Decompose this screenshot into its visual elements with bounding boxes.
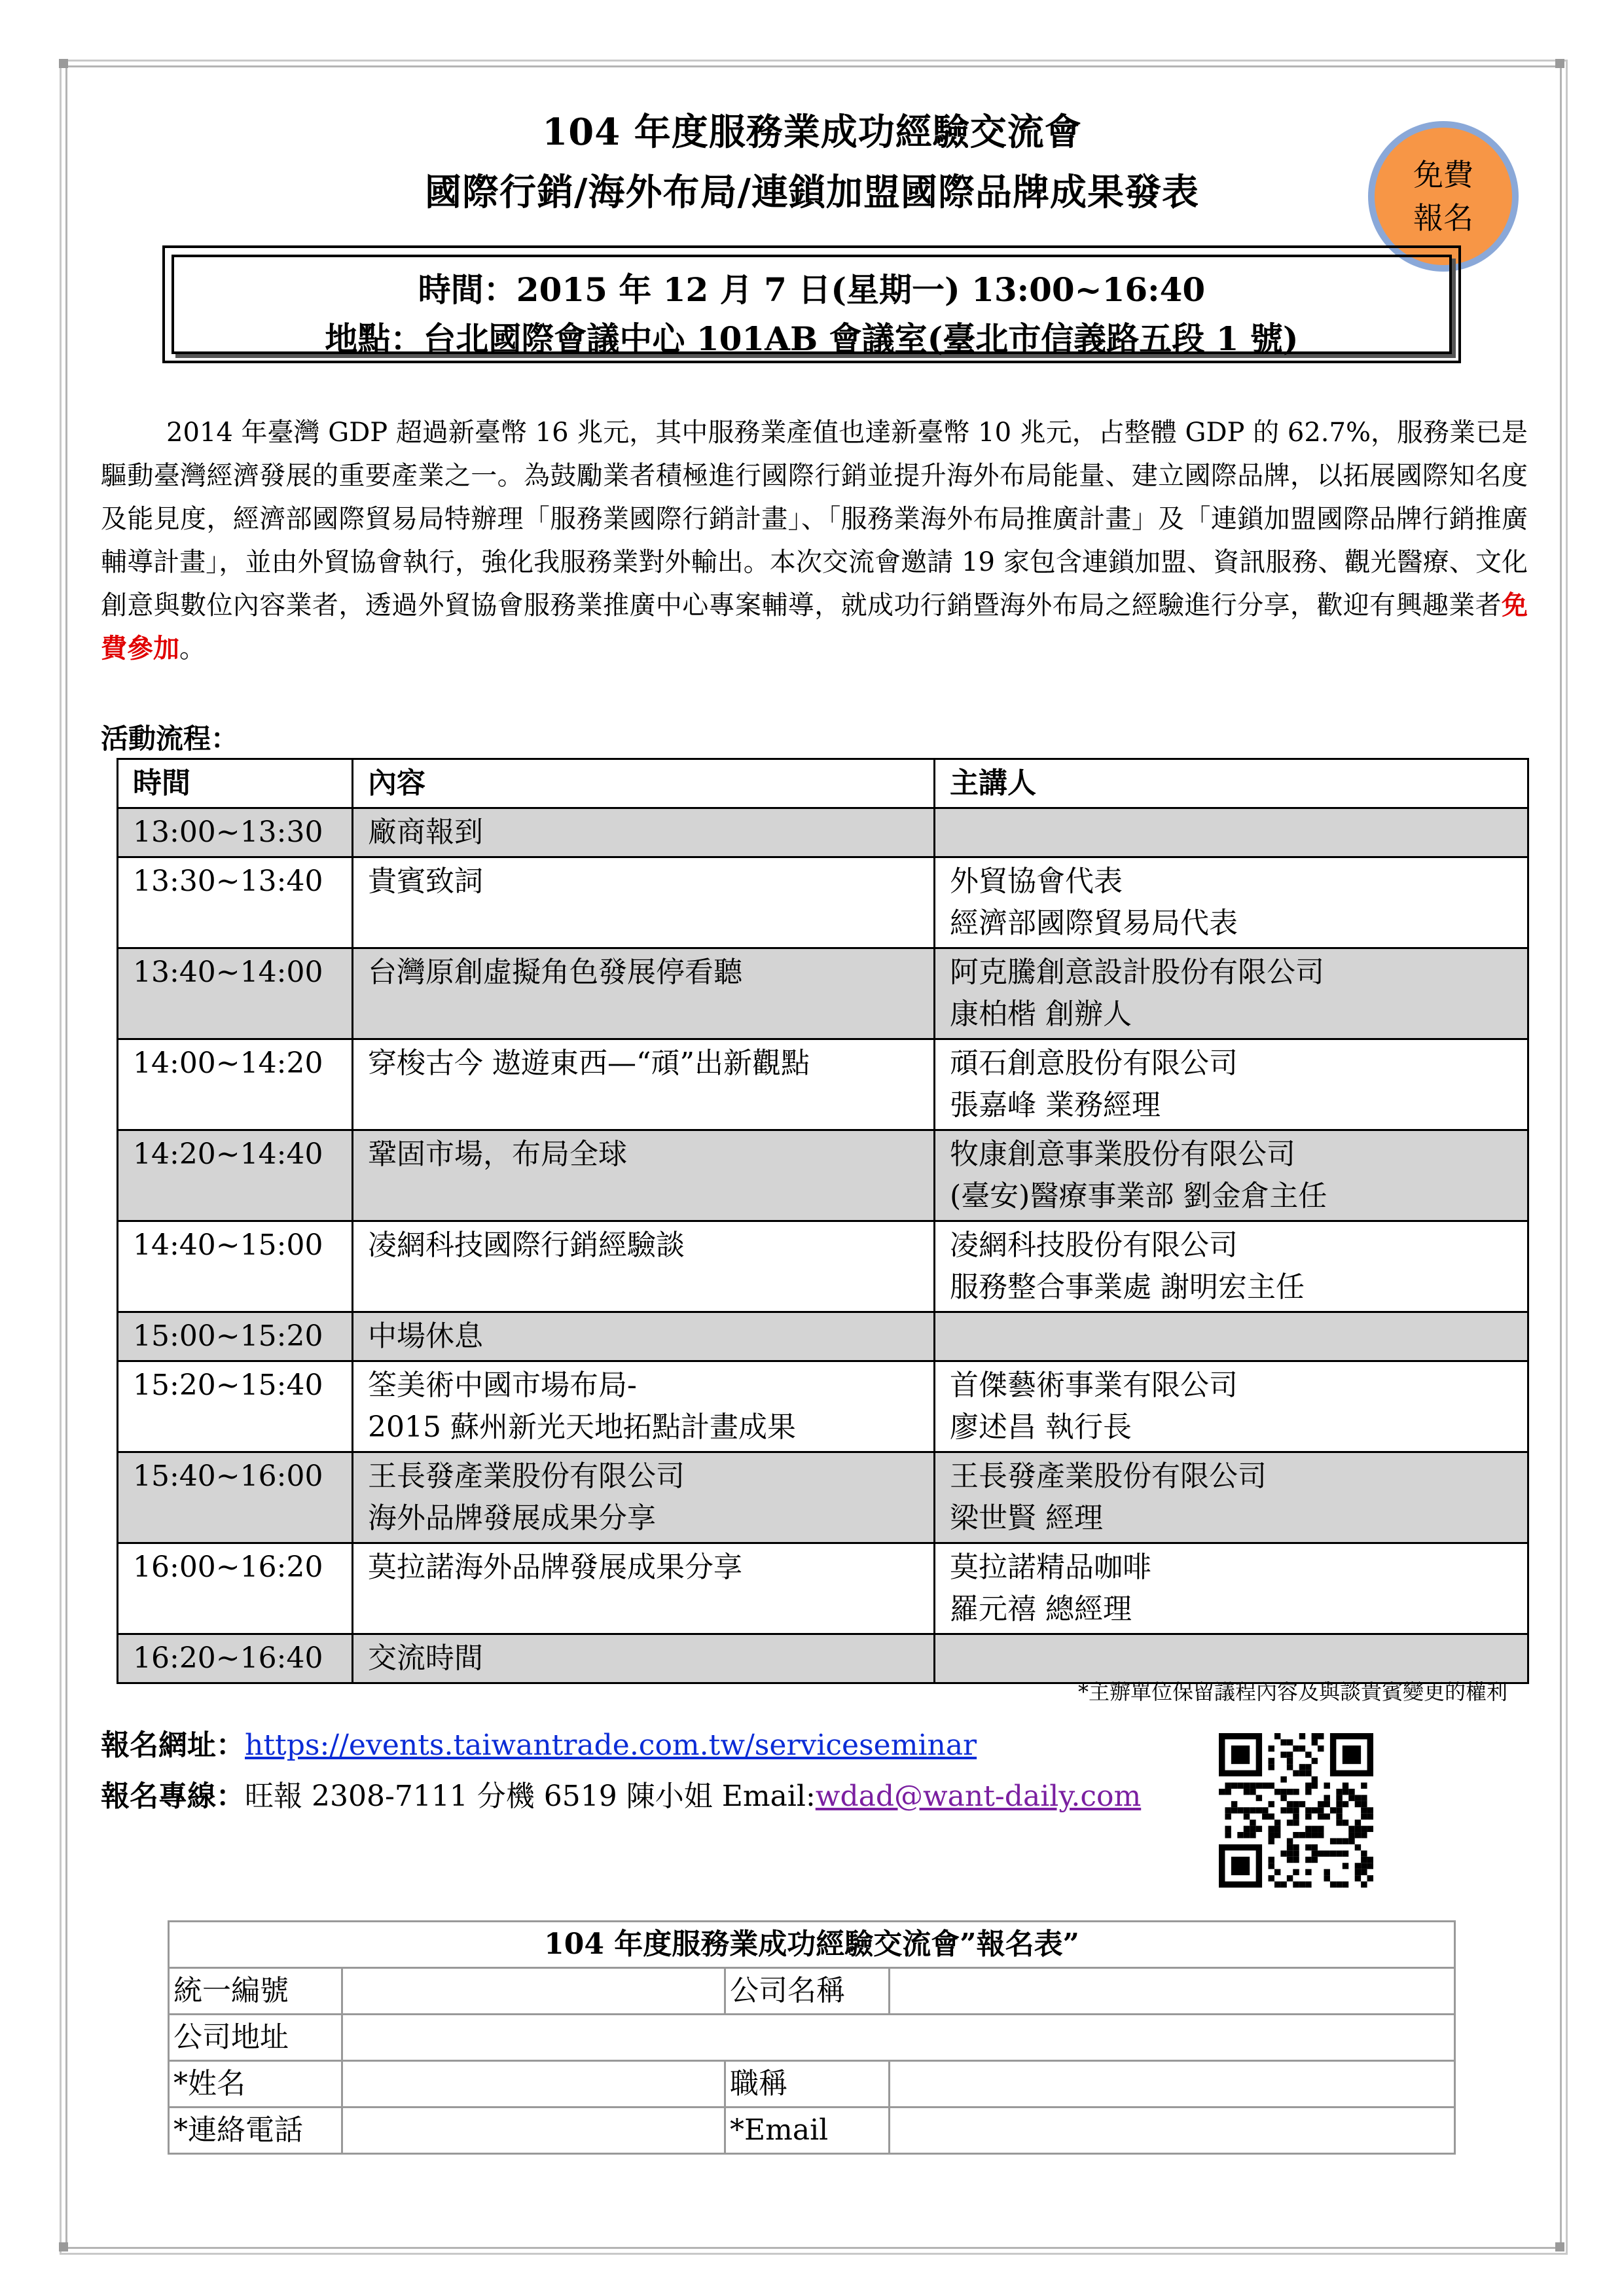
agenda-time: 15:40~16:00 (118, 1452, 353, 1543)
agenda-content: 廠商報到 (353, 808, 935, 857)
agenda-table (117, 758, 1529, 1684)
agenda-time: 13:40~14:00 (118, 948, 353, 1039)
agenda-row (118, 1221, 1528, 1312)
agenda-speaker: 凌網科技股份有限公司 服務整合事業處 謝明宏主任 (935, 1221, 1528, 1312)
agenda-speaker: 莫拉諾精品咖啡 羅元禧 總經理 (935, 1543, 1528, 1634)
url-label: 報名網址： (101, 1729, 245, 1762)
agenda-header-row (118, 759, 1528, 808)
label-address: 公司地址 (169, 2015, 342, 2061)
agenda-time: 15:00~15:20 (118, 1312, 353, 1361)
field-position[interactable] (890, 2061, 1455, 2108)
frame-corner (1555, 2242, 1564, 2251)
agenda-row (118, 1312, 1528, 1361)
label-tax-id: 統一編號 (169, 1968, 342, 2015)
agenda-time: 16:00~16:20 (118, 1543, 353, 1634)
tel-label: 報名專線： (101, 1780, 245, 1813)
agenda-speaker: 阿克騰創意設計股份有限公司 康柏楷 創辦人 (935, 948, 1528, 1039)
agenda-time: 14:40~15:00 (118, 1221, 353, 1312)
label-position: 職稱 (725, 2061, 890, 2108)
agenda-content: 貴賓致詞 (353, 857, 935, 948)
agenda-content: 莫拉諾海外品牌發展成果分享 (353, 1543, 935, 1634)
registration-form (168, 1920, 1456, 2155)
agenda-speaker: 牧康創意事業股份有限公司 (臺安)醫療事業部 劉金倉主任 (935, 1130, 1528, 1221)
agenda-content: 穿梭古今 遨遊東西—“頑”出新觀點 (353, 1039, 935, 1130)
tel-text: 旺報 2308-7111 分機 6519 陳小姐 Email: (245, 1780, 816, 1813)
agenda-note: *主辦單位保留議程內容及與談貴賓變更的權利 (1077, 1679, 1507, 1704)
intro-ending: 。 (179, 634, 206, 664)
agenda-row (118, 1130, 1528, 1221)
registration-link[interactable]: https://events.taiwantrade.com.tw/serviceseminar (245, 1729, 977, 1762)
agenda-row (118, 1543, 1528, 1634)
intro-text: 2014 年臺灣 GDP 超過新臺幣 16 兆元，其中服務業產值也達新臺幣 10 兆元，占整體 GDP 的 62.7%，服務業已是驅動臺灣經濟發展的重要產業之一。為鼓勵業者積極進行國際行銷並提升海外布局能量、建立國際品牌，以拓展國際知名度及能見度，經濟部國際貿易局特辦理「服務業國際行銷計畫」、「服務業海外布局推廣計畫」及「連鎖加盟國際品牌行銷推廣輔導計畫」，並由外貿協會執行，強化我服務業對外輸出。本次交流會邀請 19 家包含連鎖加盟、資訊服務、觀光醫療、文化創意與數位內容業者，透過外貿協會服務業推廣中心專案輔導，就成功行銷暨海外布局之經驗進行分享，歡迎有興趣業者 (101, 418, 1528, 620)
agenda-row (118, 1361, 1528, 1452)
badge-line2: 報名 (1413, 200, 1473, 236)
label-company: 公司名稱 (725, 1968, 890, 2015)
agenda-content: 王長發產業股份有限公司 海外品牌發展成果分享 (353, 1452, 935, 1543)
agenda-content: 中場休息 (353, 1312, 935, 1361)
header-time: 時間 (118, 759, 353, 808)
agenda-row (118, 857, 1528, 948)
agenda-time: 14:00~14:20 (118, 1039, 353, 1130)
agenda-speaker (935, 808, 1528, 857)
registration-url-line (101, 1721, 977, 1763)
qr-code-icon (1219, 1733, 1373, 1888)
field-address[interactable] (342, 2015, 1455, 2061)
field-company[interactable] (890, 1968, 1455, 2015)
form-title: 104 年度服務業成功經驗交流會”報名表” (169, 1922, 1455, 1968)
free-participation-highlight: 免費參加 (101, 590, 1528, 664)
email-link[interactable]: wdad@want-daily.com (815, 1780, 1142, 1813)
agenda-content: 鞏固市場，布局全球 (353, 1130, 935, 1221)
label-email: *Email (725, 2108, 890, 2154)
event-time: 時間：2015 年 12 月 7 日(星期一) 13:00~16:40 (418, 270, 1206, 309)
agenda-content: 筌美術中國市場布局- 2015 蘇州新光天地拓點計畫成果 (353, 1361, 935, 1452)
agenda-row (118, 948, 1528, 1039)
frame-corner (59, 2242, 68, 2251)
agenda-speaker: 首傑藝術事業有限公司 廖述昌 執行長 (935, 1361, 1528, 1452)
agenda-time: 13:30~13:40 (118, 857, 353, 948)
agenda-content: 交流時間 (353, 1634, 935, 1683)
label-phone: *連絡電話 (169, 2108, 342, 2154)
agenda-speaker: 外貿協會代表 經濟部國際貿易局代表 (935, 857, 1528, 948)
agenda-row (118, 1452, 1528, 1543)
label-name: *姓名 (169, 2061, 342, 2108)
field-phone[interactable] (342, 2108, 725, 2154)
frame-corner (1555, 59, 1564, 68)
field-tax-id[interactable] (342, 1968, 725, 2015)
frame-corner (59, 59, 68, 68)
agenda-time: 14:20~14:40 (118, 1130, 353, 1221)
agenda-row (118, 1039, 1528, 1130)
intro-paragraph (101, 411, 1528, 670)
agenda-content: 台灣原創虛擬角色發展停看聽 (353, 948, 935, 1039)
agenda-time: 15:20~15:40 (118, 1361, 353, 1452)
agenda-time: 13:00~13:30 (118, 808, 353, 857)
header-content: 內容 (353, 759, 935, 808)
agenda-content: 凌網科技國際行銷經驗談 (353, 1221, 935, 1312)
registration-phone-line (101, 1772, 1141, 1814)
page-subtitle: 國際行銷/海外布局/連鎖加盟國際品牌成果發表 (425, 171, 1199, 214)
header-speaker: 主講人 (935, 759, 1528, 808)
agenda-speaker: 頑石創意股份有限公司 張嘉峰 業務經理 (935, 1039, 1528, 1130)
field-email[interactable] (890, 2108, 1455, 2154)
agenda-speaker: 王長發產業股份有限公司 梁世賢 經理 (935, 1452, 1528, 1543)
agenda-speaker (935, 1312, 1528, 1361)
badge-line1: 免費 (1413, 157, 1473, 192)
agenda-time: 16:20~16:40 (118, 1634, 353, 1683)
agenda-label: 活動流程： (101, 723, 239, 755)
field-name[interactable] (342, 2061, 725, 2108)
agenda-row (118, 808, 1528, 857)
page-title: 104 年度服務業成功經驗交流會 (542, 111, 1082, 154)
event-location: 地點：台北國際會議中心 101AB 會議室(臺北市信義路五段 1 號) (325, 319, 1299, 358)
event-info-box (162, 245, 1461, 363)
